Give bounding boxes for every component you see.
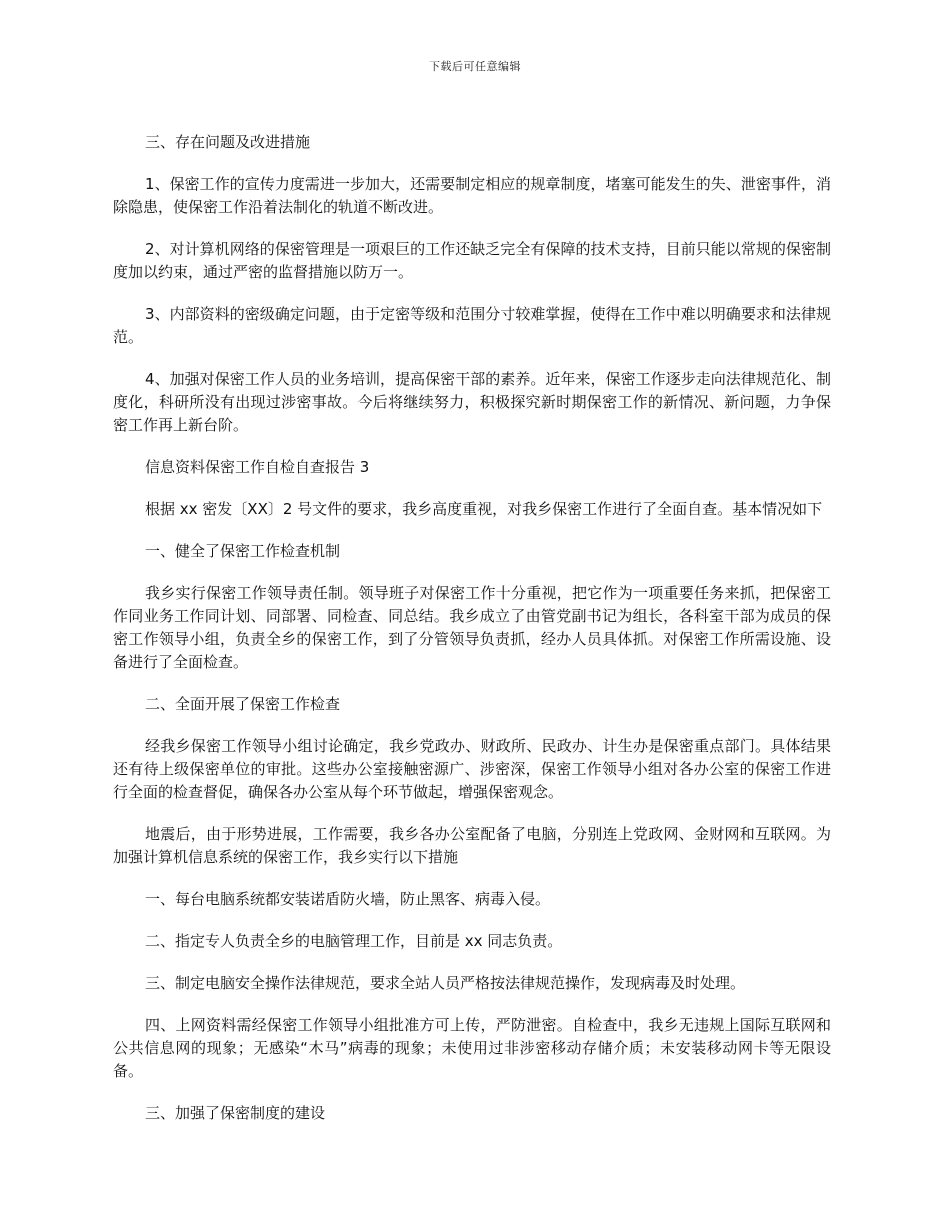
paragraph-computers: 地震后，由于形势进展，工作需要，我乡各办公室配备了电脑，分别连上党政网、金财网和互联网。为加强计算机信息系统的保密工作，我乡实行以下措施 bbox=[113, 825, 831, 866]
section-heading-inspection: 二、全面开展了保密工作检查 bbox=[145, 695, 341, 713]
paragraph-item-3: 3、内部资料的密级确定问题，由于定密等级和范围分寸较难掌握，使得在工作中难以明确要求和法律规范。 bbox=[113, 305, 831, 346]
report-title: 信息资料保密工作自检自查报告 3 bbox=[145, 458, 370, 476]
paragraph-inspection: 经我乡保密工作领导小组讨论确定，我乡党政办、财政所、民政办、计生办是保密重点部门。具体结果还有待上级保密单位的审批。这些办公室接触密源广、涉密深，保密工作领导小组对各办公室的保密工作进行全面的检查督促，确保各办公室从每个环节做起，增强保密观念。 bbox=[113, 737, 831, 801]
section-heading-mechanism: 一、健全了保密工作检查机制 bbox=[145, 542, 341, 560]
section-heading-problems: 三、存在问题及改进措施 bbox=[145, 133, 311, 151]
measure-item-1: 一、每台电脑系统都安装诺盾防火墙，防止黑客、病毒入侵。 bbox=[145, 890, 551, 908]
measure-item-2: 二、指定专人负责全乡的电脑管理工作，目前是 xx 同志负责。 bbox=[145, 932, 563, 950]
paragraph-item-2: 2、对计算机网络的保密管理是一项艰巨的工作还缺乏完全有保障的技术支持，目前只能以常规的保密制度加以约束，通过严密的监督措施以防万一。 bbox=[113, 240, 831, 281]
paragraph-intro: 根据 xx 密发〔XX〕2 号文件的要求，我乡高度重视，对我乡保密工作进行了全面自查。基本情况如下 bbox=[145, 500, 823, 518]
paragraph-item-1: 1、保密工作的宣传力度需进一步加大，还需要制定相应的规章制度，堵塞可能发生的失、泄密事件，消除隐患，使保密工作沿着法制化的轨道不断改进。 bbox=[113, 175, 831, 216]
header-note: 下载后可任意编辑 bbox=[429, 60, 521, 73]
paragraph-item-4: 4、加强对保密工作人员的业务培训，提高保密干部的素养。近年来，保密工作逐步走向法律规范化、制度化，科研所没有出现过涉密事故。今后将继续努力，积极探究新时期保密工作的新情况、新问题，力争保密工作再上新台阶。 bbox=[113, 370, 831, 434]
paragraph-mechanism: 我乡实行保密工作领导责任制。领导班子对保密工作十分重视，把它作为一项重要任务来抓，把保密工作同业务工作同计划、同部署、同检查、同总结。我乡成立了由管党副书记为组长，各科室干部为成员的保密工作领导小组，负责全乡的保密工作，到了分管领导负责抓，经办人员具体抓。对保密工作所需设施、设备进行了全面检查。 bbox=[113, 584, 831, 671]
measure-item-4: 四、上网资料需经保密工作领导小组批准方可上传，严防泄密。自检查中，我乡无违规上国际互联网和公共信息网的现象；无感染“木马”病毒的现象；未使用过非涉密移动存储介质；未安装移动网卡等无限设备。 bbox=[113, 1016, 831, 1080]
document-body bbox=[113, 131, 831, 1144]
section-heading-system: 三、加强了保密制度的建设 bbox=[145, 1104, 326, 1122]
measure-item-3: 三、制定电脑安全操作法律规范，要求全站人员严格按法律规范操作，发现病毒及时处理。 bbox=[145, 974, 746, 992]
